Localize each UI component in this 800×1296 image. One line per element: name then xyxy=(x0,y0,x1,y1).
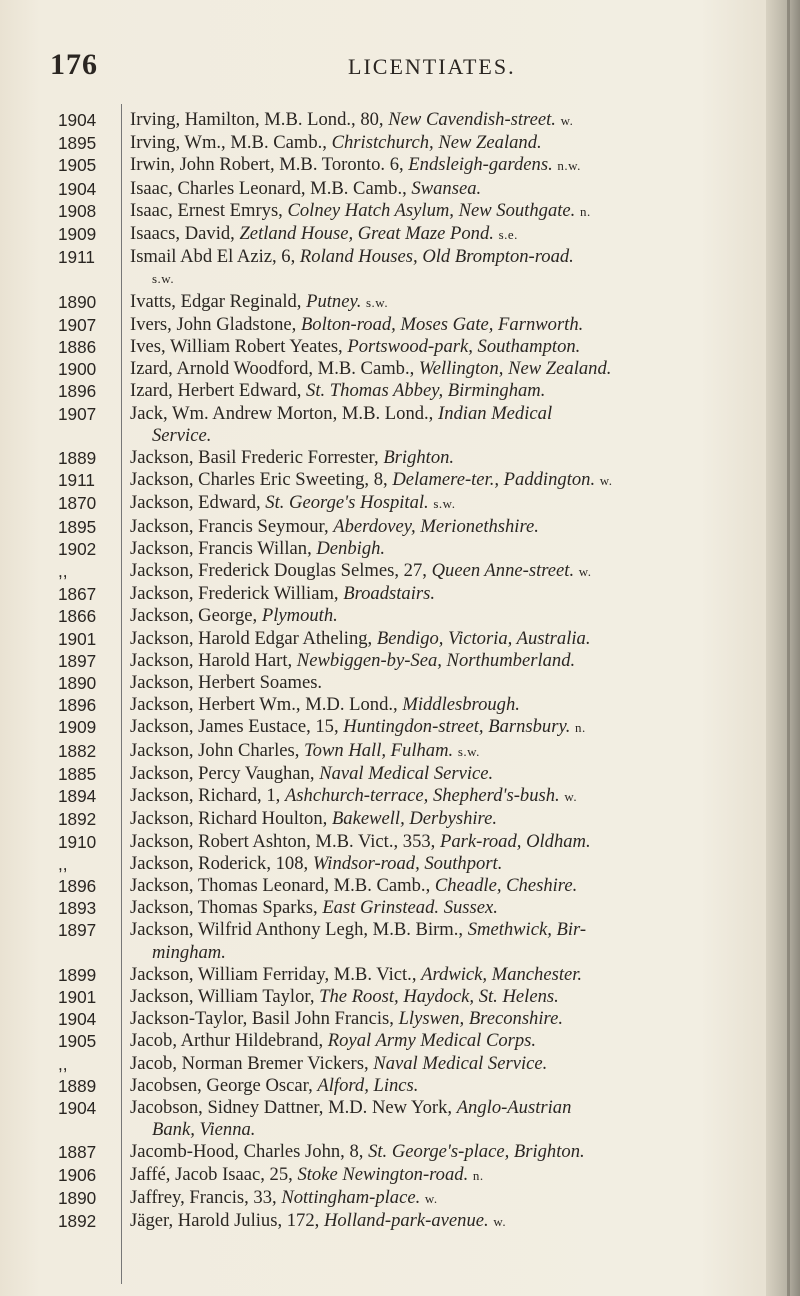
entry-place: Cheadle, Cheshire. xyxy=(434,874,578,896)
entry-text xyxy=(130,672,760,694)
entry-year: 1904 xyxy=(58,1009,97,1030)
entry-text xyxy=(130,919,760,963)
entry-postal-district: w. xyxy=(564,789,578,805)
entry-text xyxy=(130,132,760,154)
entry-postal-district: w. xyxy=(599,473,613,489)
list-item xyxy=(0,716,790,739)
entry-name: Irving, Hamilton, M.B. Lond., 80, xyxy=(130,109,384,130)
entry-place: Ashchurch-terrace, Shepherd's-bush. xyxy=(284,785,560,807)
entry-name: Irving, Wm., M.B. Camb., xyxy=(130,132,327,154)
entry-year: 1904 xyxy=(58,178,97,199)
entry-name: Izard, Arnold Woodford, M.B. Camb., xyxy=(130,358,415,380)
entry-text xyxy=(130,605,760,627)
entry-place: Broadstairs. xyxy=(343,583,435,605)
page-header xyxy=(0,48,800,88)
entry-name: Jackson, Richard, 1, xyxy=(130,785,281,807)
entry-year: 1885 xyxy=(58,763,97,784)
entry-name: Jaffrey, Francis, 33, xyxy=(130,1186,277,1208)
entry-year: 1896 xyxy=(58,695,97,716)
entry-place: New Cavendish-street. xyxy=(388,109,556,130)
list-item xyxy=(0,314,790,336)
entry-year: 1889 xyxy=(58,1075,97,1096)
entry-place: Roland Houses, Old Brompton-road. xyxy=(299,246,574,268)
list-item xyxy=(0,178,790,200)
entry-text xyxy=(130,447,760,469)
list-item xyxy=(0,650,790,672)
list-item xyxy=(0,919,790,963)
entry-name: Jackson, Basil Frederic Forrester, xyxy=(130,447,379,469)
entry-year: 1897 xyxy=(58,920,97,941)
entry-place: Park-road, Oldham. xyxy=(440,830,591,852)
entry-place: St. Thomas Abbey, Birmingham. xyxy=(306,380,546,402)
entry-name: Jacob, Arthur Hildebrand, xyxy=(130,1030,324,1052)
entry-year: 1911 xyxy=(58,247,95,268)
list-item xyxy=(0,538,790,560)
list-item xyxy=(0,672,790,694)
entry-text xyxy=(130,246,760,290)
entry-name: Jackson, William Taylor, xyxy=(130,985,315,1007)
entry-text xyxy=(130,763,760,785)
entry-year: 1901 xyxy=(58,628,97,649)
entry-name: Isaacs, David, xyxy=(130,223,235,245)
entry-place: Aberdovey, Merionethshire. xyxy=(333,515,539,537)
entry-name: Jackson, Edward, xyxy=(130,492,261,514)
entry-text xyxy=(130,492,760,515)
entry-year: 1866 xyxy=(58,606,97,627)
entry-year: 1895 xyxy=(58,133,97,154)
entry-text xyxy=(130,716,760,739)
list-item xyxy=(0,875,790,897)
entry-place: Brighton. xyxy=(383,447,455,469)
entry-name: Jacomb-Hood, Charles John, 8, xyxy=(130,1141,364,1163)
entry-year: ,, xyxy=(58,1053,68,1074)
entry-text xyxy=(130,516,760,538)
entry-place: Royal Army Medical Corps. xyxy=(327,1030,537,1052)
list-item xyxy=(0,853,790,875)
entry-name: Jackson-Taylor, Basil John Francis, xyxy=(130,1008,394,1030)
list-item xyxy=(0,1008,790,1030)
running-title: LICENTIATES. xyxy=(348,54,516,79)
entry-year: 1896 xyxy=(58,875,97,896)
list-item xyxy=(0,469,790,492)
list-item xyxy=(0,1053,790,1075)
entry-text xyxy=(130,831,760,853)
list-item xyxy=(0,831,790,853)
list-item xyxy=(0,132,790,154)
entry-text xyxy=(130,897,760,919)
entry-year: 1899 xyxy=(58,964,97,985)
entry-continuation: mingham. xyxy=(152,941,226,963)
entry-name: Izard, Herbert Edward, xyxy=(130,380,302,402)
list-item xyxy=(0,694,790,716)
page-number: 176 xyxy=(50,48,98,81)
entry-text xyxy=(130,740,760,763)
entry-name: Ives, William Robert Yeates, xyxy=(130,336,343,358)
entry-name: Jackson, Francis Willan, xyxy=(130,537,312,559)
entry-text xyxy=(130,583,760,605)
list-item xyxy=(0,516,790,538)
list-item xyxy=(0,763,790,785)
entry-year: 1909 xyxy=(58,224,97,245)
entry-text xyxy=(130,875,760,897)
entry-postal-district: s.w. xyxy=(457,743,480,759)
entry-place: Endsleigh-gardens. xyxy=(408,154,553,176)
list-item xyxy=(0,897,790,919)
entry-place: Bakewell, Derbyshire. xyxy=(331,808,497,830)
entry-name: Ivers, John Gladstone, xyxy=(130,313,297,335)
entry-place: Putney. xyxy=(306,290,362,312)
entry-place: Bendigo, Victoria, Australia. xyxy=(376,627,591,649)
entry-place: Portswood-park, Southampton. xyxy=(347,336,581,358)
entry-year: ,, xyxy=(58,853,68,874)
entry-postal-district: n. xyxy=(579,203,591,219)
list-item xyxy=(0,1187,790,1210)
entry-place: Town Hall, Fulham. xyxy=(304,739,454,761)
list-item xyxy=(0,1097,790,1141)
entry-place: Zetland House, Great Maze Pond. xyxy=(239,223,494,245)
list-item xyxy=(0,740,790,763)
entry-continuation: Bank, Vienna. xyxy=(152,1119,256,1141)
entry-continuation: Service. xyxy=(152,424,212,446)
list-item xyxy=(0,986,790,1008)
entry-place: Llyswen, Breconshire. xyxy=(398,1008,563,1030)
entry-name: Jackson, Frederick William, xyxy=(130,583,339,605)
list-item xyxy=(0,492,790,515)
list-item xyxy=(0,336,790,358)
entry-name: Jackson, Roderick, 108, xyxy=(130,852,309,874)
entry-place: Queen Anne-street. xyxy=(431,560,575,582)
list-item xyxy=(0,785,790,808)
entry-name: Jacobson, Sidney Dattner, M.D. New York, xyxy=(130,1096,453,1118)
entry-text xyxy=(130,560,760,583)
entry-year: 1910 xyxy=(58,831,97,852)
entry-name: Jackson, Frederick Douglas Selmes, 27, xyxy=(130,560,427,582)
entry-place: Bolton-road, Moses Gate, Farnworth. xyxy=(300,313,584,335)
entry-text xyxy=(130,314,760,336)
entry-name: Jackson, William Ferriday, M.B. Vict., xyxy=(130,963,417,985)
list-item xyxy=(0,1164,790,1187)
entry-postal-district: n.w. xyxy=(557,158,581,174)
licentiates-list xyxy=(0,109,790,1233)
entry-place: Naval Medical Service. xyxy=(319,762,494,784)
list-item xyxy=(0,628,790,650)
entry-text xyxy=(130,1187,760,1210)
entry-place: Denbigh. xyxy=(316,537,386,559)
list-item xyxy=(0,380,790,402)
entry-year: 1894 xyxy=(58,786,97,807)
entry-text xyxy=(130,1030,760,1052)
entry-text xyxy=(130,178,760,200)
list-item xyxy=(0,808,790,830)
list-item xyxy=(0,964,790,986)
entry-text xyxy=(130,1210,760,1233)
entry-name: Jackson, John Charles, xyxy=(130,739,300,761)
entry-year: 1890 xyxy=(58,291,97,312)
list-item xyxy=(0,447,790,469)
entry-postal-district: w. xyxy=(493,1213,507,1229)
entry-place: Swansea. xyxy=(411,177,482,199)
entry-name: Jacob, Norman Bremer Vickers, xyxy=(130,1052,369,1074)
entry-name: Jackson, Percy Vaughan, xyxy=(130,762,315,784)
list-item xyxy=(0,1075,790,1097)
entry-name: Jackson, Herbert Soames. xyxy=(130,672,323,694)
entry-name: Irwin, John Robert, M.B. Toronto. 6, xyxy=(130,154,404,176)
entry-text xyxy=(130,223,760,246)
entry-text xyxy=(130,1097,760,1141)
entry-name: Jack, Wm. Andrew Morton, M.B. Lond., xyxy=(130,402,434,424)
entry-place: Colney Hatch Asylum, New Southgate. xyxy=(287,199,576,221)
entry-place: East Grinstead. Sussex. xyxy=(322,897,498,919)
entry-postal-district: s.w. xyxy=(366,294,389,310)
list-item xyxy=(0,109,790,132)
entry-year: 1867 xyxy=(58,584,97,605)
entry-name: Ivatts, Edgar Reginald, xyxy=(130,290,302,312)
entry-postal-district: n. xyxy=(575,720,586,736)
list-item xyxy=(0,560,790,583)
entry-place: Huntingdon-street, Barnsbury. xyxy=(343,716,571,738)
entry-continuation: s.w. xyxy=(152,271,175,287)
list-item xyxy=(0,605,790,627)
entry-text xyxy=(130,808,760,830)
entry-text xyxy=(130,1075,760,1097)
entry-year: 1904 xyxy=(58,110,97,130)
entry-text xyxy=(130,853,760,875)
entry-year: 1893 xyxy=(58,898,97,919)
entry-place: Alford, Lincs. xyxy=(317,1074,419,1096)
list-item xyxy=(0,1030,790,1052)
entry-place: Windsor-road, Southport. xyxy=(312,852,503,874)
entry-text xyxy=(130,628,760,650)
entry-text xyxy=(130,403,760,447)
entry-place: Nottingham-place. xyxy=(281,1186,421,1208)
entry-name: Jackson, Richard Houlton, xyxy=(130,808,328,830)
entry-name: Ismail Abd El Aziz, 6, xyxy=(130,246,296,268)
entry-place: The Roost, Haydock, St. Helens. xyxy=(319,985,559,1007)
entry-year: 1895 xyxy=(58,516,97,537)
entry-text xyxy=(130,469,760,492)
entry-year: 1902 xyxy=(58,538,97,559)
entry-text xyxy=(130,785,760,808)
list-item xyxy=(0,358,790,380)
list-item xyxy=(0,200,790,223)
entry-name: Jacobsen, George Oscar, xyxy=(130,1074,313,1096)
entry-year: 1882 xyxy=(58,740,97,761)
entry-year: ,, xyxy=(58,561,68,582)
entry-name: Jackson, Herbert Wm., M.D. Lond., xyxy=(130,694,398,716)
entry-text xyxy=(130,336,760,358)
list-item xyxy=(0,291,790,314)
list-item xyxy=(0,223,790,246)
list-item xyxy=(0,403,790,447)
entry-text xyxy=(130,986,760,1008)
entry-year: 1889 xyxy=(58,448,97,469)
entry-text xyxy=(130,109,760,132)
entry-place: Ardwick, Manchester. xyxy=(421,963,583,985)
entry-name: Jackson, James Eustace, 15, xyxy=(130,716,339,738)
entry-name: Jackson, Francis Seymour, xyxy=(130,515,329,537)
entry-name: Jackson, Harold Hart, xyxy=(130,649,293,671)
entry-name: Jäger, Harold Julius, 172, xyxy=(130,1209,320,1231)
entry-postal-district: s.e. xyxy=(498,227,518,243)
entry-year: 1904 xyxy=(58,1097,97,1118)
entry-text xyxy=(130,1053,760,1075)
entry-year: 1909 xyxy=(58,717,97,738)
entry-name: Jaffé, Jacob Isaac, 25, xyxy=(130,1163,293,1185)
entry-year: 1908 xyxy=(58,200,97,221)
entry-year: 1905 xyxy=(58,155,97,176)
entry-year: 1907 xyxy=(58,403,97,424)
list-item xyxy=(0,1210,790,1233)
list-item xyxy=(0,154,790,177)
entry-year: 1887 xyxy=(58,1142,97,1163)
entry-name: Jackson, Harold Edgar Atheling, xyxy=(130,627,373,649)
list-item xyxy=(0,1141,790,1163)
entry-place: St. George's Hospital. xyxy=(265,492,429,514)
entry-place: Delamere-ter., Paddington. xyxy=(392,469,596,491)
entry-place: Wellington, New Zealand. xyxy=(418,358,612,380)
list-item xyxy=(0,583,790,605)
list-item xyxy=(0,246,790,290)
entry-place: Indian Medical xyxy=(438,402,553,424)
entry-place: Anglo-Austrian xyxy=(456,1096,572,1118)
entry-name: Jackson, Thomas Sparks, xyxy=(130,897,318,919)
entry-year: 1892 xyxy=(58,1210,97,1231)
entry-text xyxy=(130,154,760,177)
entry-year: 1905 xyxy=(58,1031,97,1052)
entry-place: Middlesbrough. xyxy=(402,694,520,716)
entry-text xyxy=(130,291,760,314)
entry-name: Jackson, Wilfrid Anthony Legh, M.B. Birm., xyxy=(130,919,464,941)
entry-year: 1890 xyxy=(58,673,97,694)
entry-year: 1892 xyxy=(58,809,97,830)
entry-year: 1886 xyxy=(58,337,97,358)
entry-text xyxy=(130,380,760,402)
entry-text xyxy=(130,650,760,672)
entry-year: 1900 xyxy=(58,359,97,380)
entry-text xyxy=(130,538,760,560)
entry-text xyxy=(130,1164,760,1187)
entry-text xyxy=(130,694,760,716)
entry-text xyxy=(130,1008,760,1030)
entry-year: 1896 xyxy=(58,381,97,402)
entry-place: Holland-park-avenue. xyxy=(323,1209,489,1231)
entry-name: Jackson, George, xyxy=(130,605,258,627)
entry-place: Smethwick, Bir- xyxy=(467,919,587,941)
entry-place: Newbiggen-by-Sea, Northumberland. xyxy=(296,649,576,671)
entry-name: Isaac, Charles Leonard, M.B. Camb., xyxy=(130,177,407,199)
entry-year: 1890 xyxy=(58,1187,97,1208)
entry-postal-district: w. xyxy=(560,113,574,128)
entry-name: Jackson, Robert Ashton, M.B. Vict., 353, xyxy=(130,830,436,852)
entry-place: Plymouth. xyxy=(261,605,338,627)
entry-text xyxy=(130,358,760,380)
entry-place: Stoke Newington-road. xyxy=(297,1163,469,1185)
entry-name: Jackson, Thomas Leonard, M.B. Camb., xyxy=(130,874,431,896)
entry-year: 1907 xyxy=(58,314,97,335)
entry-postal-district: s.w. xyxy=(433,496,456,512)
entry-place: Christchurch, New Zealand. xyxy=(331,132,542,154)
entry-year: 1901 xyxy=(58,986,97,1007)
entry-postal-district: w. xyxy=(424,1190,438,1206)
entry-year: 1897 xyxy=(58,650,97,671)
entry-place: Naval Medical Service. xyxy=(373,1052,548,1074)
entry-year: 1911 xyxy=(58,470,95,491)
entry-year: 1906 xyxy=(58,1164,97,1185)
entry-place: St. George's-place, Brighton. xyxy=(368,1141,585,1163)
entry-name: Isaac, Ernest Emrys, xyxy=(130,199,283,221)
entry-name: Jackson, Charles Eric Sweeting, 8, xyxy=(130,469,388,491)
entry-postal-district: w. xyxy=(578,564,592,580)
entry-text xyxy=(130,200,760,223)
entry-year: 1870 xyxy=(58,493,97,514)
entry-text xyxy=(130,1141,760,1163)
entry-text xyxy=(130,964,760,986)
entry-postal-district: n. xyxy=(472,1167,484,1183)
